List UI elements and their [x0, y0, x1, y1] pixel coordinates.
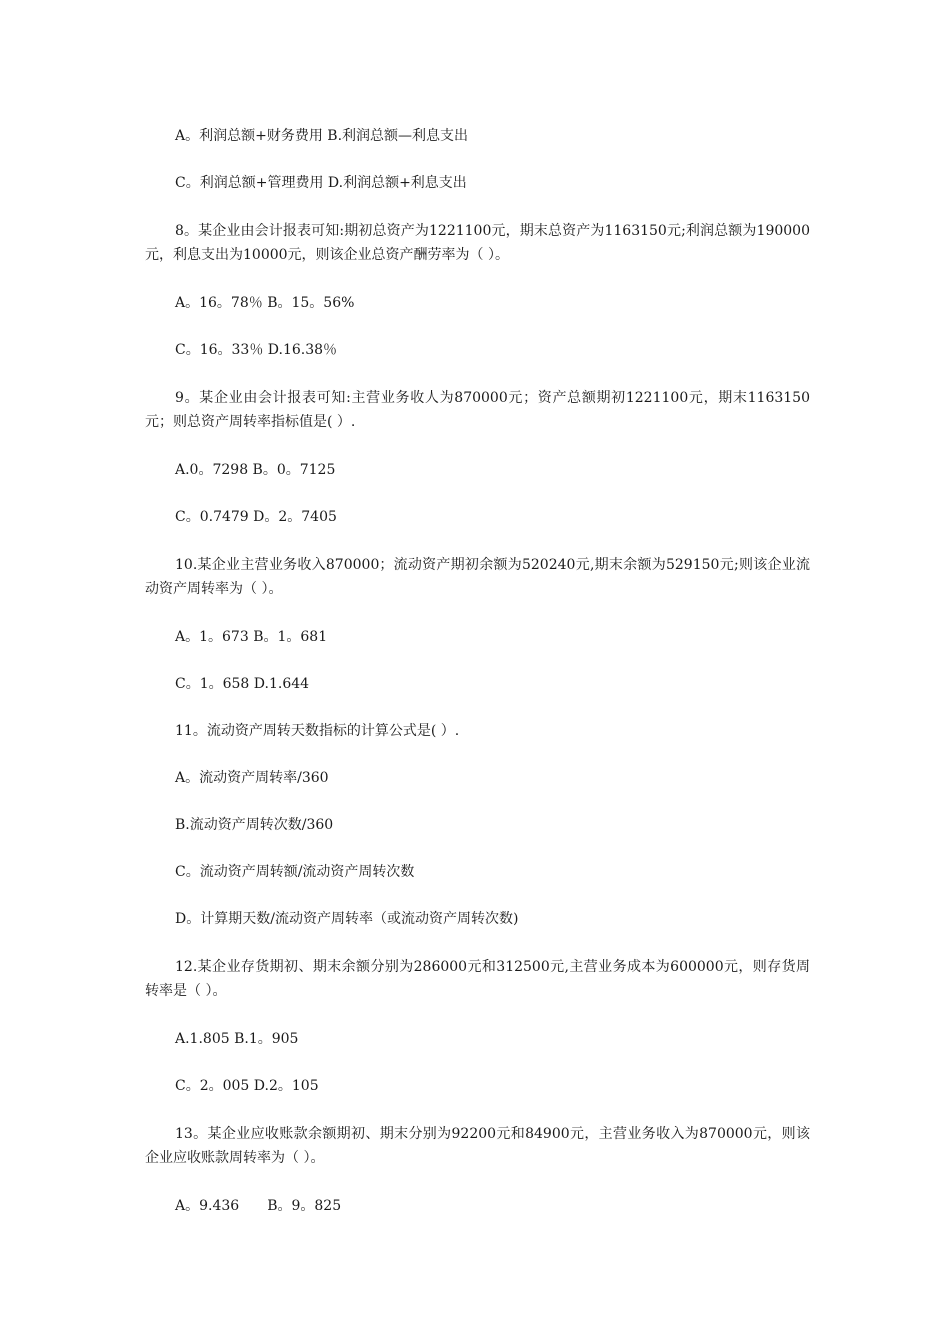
question-paragraph: 9。某企业由会计报表可知:主营业务收人为870000元；资产总额期初1221100元，期末1163150元；则总资产周转率指标值是( ）. — [145, 390, 810, 430]
option-line: A。流动资产周转率/360 — [175, 770, 329, 786]
option-line: C。1。658 D.1.644 — [175, 676, 310, 692]
option-line: A。9.436 B。9。825 — [175, 1198, 342, 1214]
question-paragraph: 10.某企业主营业务收入870000；流动资产期初余额为520240元,期末余额为529150元;则该企业流动资产周转率为（ ）。 — [145, 557, 810, 597]
option-line: D。计算期天数/流动资产周转率（或流动资产周转次数) — [175, 911, 519, 927]
option-line: A.0。7298 B。0。7125 — [175, 462, 336, 478]
option-line: C。流动资产周转额/流动资产周转次数 — [175, 864, 415, 880]
question-paragraph: 11。流动资产周转天数指标的计算公式是( ）. — [175, 723, 460, 739]
option-line: B.流动资产周转次数/360 — [175, 817, 334, 833]
option-line: C。16。33％ D.16.38％ — [175, 342, 338, 358]
option-line: A。16。78％ B。15。56% — [175, 295, 355, 311]
option-line: A。1。673 B。1。681 — [175, 629, 328, 645]
option-line: C。2。005 D.2。105 — [175, 1078, 319, 1094]
option-line: C。0.7479 D。2。7405 — [175, 509, 337, 525]
question-paragraph: 12.某企业存货期初、期末余额分别为286000元和312500元,主营业务成本为600000元，则存货周转率是（ ）。 — [145, 959, 810, 999]
option-line: A.1.805 B.1。905 — [175, 1031, 299, 1047]
option-line: A。利润总额+财务费用 B.利润总额—利息支出 — [175, 128, 469, 144]
question-paragraph: 8。某企业由会计报表可知:期初总资产为1221100元，期末总资产为1163150元;利润总额为190000元，利息支出为10000元，则该企业总资产酬劳率为（ ）。 — [145, 223, 810, 263]
question-paragraph: 13。某企业应收账款余额期初、期末分别为92200元和84900元，主营业务收入为870000元，则该企业应收账款周转率为（ ）。 — [145, 1126, 810, 1166]
option-line: C。利润总额+管理费用 D.利润总额+利息支出 — [175, 175, 467, 191]
